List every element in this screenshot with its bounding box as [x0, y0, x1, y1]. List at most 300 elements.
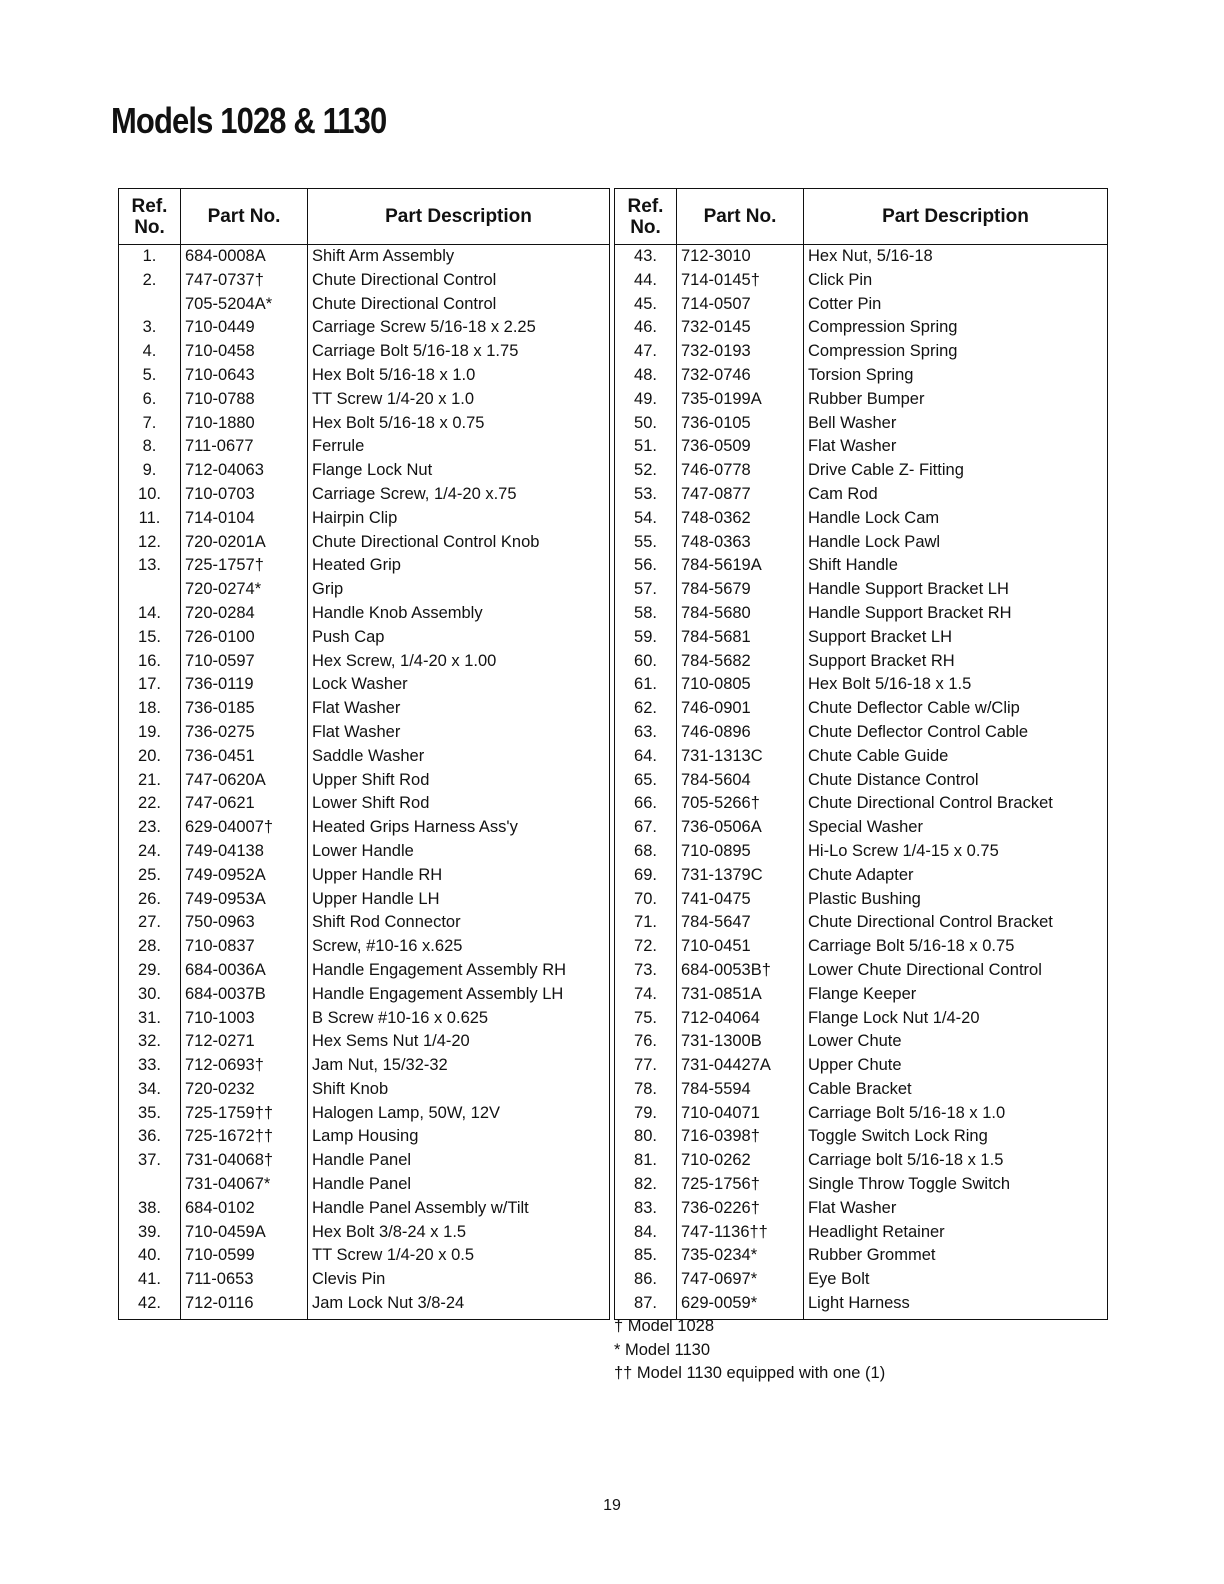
part-description-cell: Hex Bolt 5/16-18 x 1.5: [804, 673, 1108, 697]
part-description-cell: Chute Distance Control: [804, 769, 1108, 793]
part-number-cell: 731-04067*: [181, 1173, 308, 1197]
table-row: [119, 792, 610, 816]
ref-cell: 48.: [634, 365, 657, 384]
part-number-cell: 784-5679: [677, 578, 804, 602]
ref-cell: 63.: [634, 722, 657, 741]
part-number-cell: 748-0363: [677, 531, 804, 555]
part-description-cell: TT Screw 1/4-20 x 0.5: [308, 1244, 610, 1268]
ref-cell: 10.: [138, 484, 161, 503]
part-description-cell: Chute Directional Control: [308, 293, 610, 317]
part-number-cell: 731-04427A: [677, 1054, 804, 1078]
table-row: [119, 1244, 610, 1268]
part-description-cell: Chute Directional Control Bracket: [804, 911, 1108, 935]
part-number-cell: 710-0449: [181, 316, 308, 340]
ref-cell: 29.: [138, 960, 161, 979]
part-number-cell: 750-0963: [181, 911, 308, 935]
ref-cell: [119, 578, 181, 602]
ref-cell: [119, 1173, 181, 1197]
table-row: [615, 697, 1108, 721]
table-header-row: [615, 189, 1108, 245]
ref-cell: 77.: [634, 1056, 657, 1075]
part-description-cell: Shift Rod Connector: [308, 911, 610, 935]
table-row: [615, 911, 1108, 935]
ref-cell: 41.: [138, 1270, 161, 1289]
part-number-cell: 710-0458: [181, 340, 308, 364]
ref-cell: 62.: [634, 699, 657, 718]
table-row: [119, 626, 610, 650]
part-number-cell: 746-0896: [677, 721, 804, 745]
part-description-cell: Flat Washer: [804, 1197, 1108, 1221]
part-number-cell: 784-5681: [677, 626, 804, 650]
table-row: [119, 1292, 610, 1319]
part-number-cell: 710-1003: [181, 1007, 308, 1031]
part-description-cell: Ferrule: [308, 435, 610, 459]
ref-cell: 51.: [634, 437, 657, 456]
part-number-cell: 712-0271: [181, 1030, 308, 1054]
part-number-cell: 726-0100: [181, 626, 308, 650]
ref-cell: 47.: [634, 342, 657, 361]
table-row: [615, 293, 1108, 317]
part-description-cell: Handle Panel: [308, 1149, 610, 1173]
part-description-cell: Handle Panel: [308, 1173, 610, 1197]
part-description-cell: Handle Lock Pawl: [804, 531, 1108, 555]
part-description-cell: Hex Screw, 1/4-20 x 1.00: [308, 650, 610, 674]
ref-cell: 53.: [634, 484, 657, 503]
ref-cell: 5.: [142, 365, 157, 384]
part-number-cell: 710-0599: [181, 1244, 308, 1268]
part-number-cell: 712-0116: [181, 1292, 308, 1319]
ref-cell: 28.: [138, 937, 161, 956]
part-number-cell: 735-0234*: [677, 1244, 804, 1268]
part-number-cell: 710-0895: [677, 840, 804, 864]
ref-cell: 80.: [634, 1127, 657, 1146]
part-description-cell: Lower Shift Rod: [308, 792, 610, 816]
part-description-cell: Jam Lock Nut 3/8-24: [308, 1292, 610, 1319]
part-number-cell: 712-3010: [677, 245, 804, 269]
part-description-cell: Heated Grips Harness Ass'y: [308, 816, 610, 840]
part-description-cell: Flange Lock Nut 1/4-20: [804, 1007, 1108, 1031]
part-number-cell: 747-0737†: [181, 269, 308, 293]
table-row: [119, 1030, 610, 1054]
part-number-cell: 731-1379C: [677, 864, 804, 888]
part-number-cell: 736-0275: [181, 721, 308, 745]
part-number-cell: 732-0145: [677, 316, 804, 340]
ref-cell: 55.: [634, 532, 657, 551]
part-number-cell: 705-5266†: [677, 792, 804, 816]
table-row: [615, 1197, 1108, 1221]
ref-cell: 34.: [138, 1079, 161, 1098]
part-description-cell: Chute Deflector Cable w/Clip: [804, 697, 1108, 721]
page-title: Models 1028 & 1130: [111, 100, 387, 141]
ref-cell: 59.: [634, 627, 657, 646]
part-number-cell: 749-0953A: [181, 888, 308, 912]
part-number-cell: 710-0837: [181, 935, 308, 959]
ref-cell: 39.: [138, 1222, 161, 1241]
part-number-cell: 735-0199A: [677, 388, 804, 412]
header-ref-no: Ref. No.: [615, 189, 677, 245]
table-row: [615, 507, 1108, 531]
table-row: [615, 1173, 1108, 1197]
part-description-cell: Carriage Screw, 1/4-20 x.75: [308, 483, 610, 507]
ref-cell: 46.: [634, 318, 657, 337]
ref-cell: 12.: [138, 532, 161, 551]
table-row: [615, 1102, 1108, 1126]
ref-cell: 31.: [138, 1008, 161, 1027]
ref-cell: 44.: [634, 270, 657, 289]
part-number-cell: 714-0104: [181, 507, 308, 531]
part-description-cell: Drive Cable Z- Fitting: [804, 459, 1108, 483]
part-description-cell: Chute Cable Guide: [804, 745, 1108, 769]
part-description-cell: Special Washer: [804, 816, 1108, 840]
table-row: [615, 626, 1108, 650]
table-row: [615, 840, 1108, 864]
ref-cell: 35.: [138, 1103, 161, 1122]
ref-cell: 15.: [138, 627, 161, 646]
ref-cell: 27.: [138, 913, 161, 932]
part-description-cell: Carriage Screw 5/16-18 x 2.25: [308, 316, 610, 340]
table-row: [615, 935, 1108, 959]
table-row: [615, 1221, 1108, 1245]
part-description-cell: B Screw #10-16 x 0.625: [308, 1007, 610, 1031]
table-row: [615, 316, 1108, 340]
ref-cell: 16.: [138, 651, 161, 670]
ref-cell: 73.: [634, 960, 657, 979]
table-row: [119, 578, 610, 602]
ref-cell: 24.: [138, 841, 161, 860]
part-description-cell: Carriage Bolt 5/16-18 x 1.75: [308, 340, 610, 364]
table-row: [119, 673, 610, 697]
header-part-description: Part Description: [804, 189, 1108, 245]
ref-cell: 52.: [634, 461, 657, 480]
table-row: [119, 269, 610, 293]
part-number-cell: 712-04063: [181, 459, 308, 483]
part-description-cell: Heated Grip: [308, 554, 610, 578]
ref-cell: 54.: [634, 508, 657, 527]
part-description-cell: Light Harness: [804, 1292, 1108, 1319]
table-row: [615, 483, 1108, 507]
table-row: [615, 1149, 1108, 1173]
parts-table-body-right: [615, 245, 1108, 1320]
part-description-cell: Push Cap: [308, 626, 610, 650]
table-row: [615, 792, 1108, 816]
table-header-row: [119, 189, 610, 245]
footnote-model-1028: † Model 1028: [614, 1317, 714, 1335]
part-description-cell: Handle Engagement Assembly RH: [308, 959, 610, 983]
ref-cell: 71.: [634, 913, 657, 932]
part-description-cell: Hi-Lo Screw 1/4-15 x 0.75: [804, 840, 1108, 864]
part-description-cell: Bell Washer: [804, 412, 1108, 436]
ref-cell: 14.: [138, 603, 161, 622]
part-description-cell: Carriage Bolt 5/16-18 x 0.75: [804, 935, 1108, 959]
part-description-cell: Rubber Bumper: [804, 388, 1108, 412]
table-row: [615, 983, 1108, 1007]
ref-cell: 64.: [634, 746, 657, 765]
part-description-cell: Shift Arm Assembly: [308, 245, 610, 269]
parts-table-body-left: [119, 245, 610, 1320]
part-description-cell: Shift Handle: [804, 554, 1108, 578]
part-description-cell: Headlight Retainer: [804, 1221, 1108, 1245]
footnotes: [614, 1315, 885, 1386]
part-number-cell: 710-0597: [181, 650, 308, 674]
ref-cell: 69.: [634, 865, 657, 884]
table-row: [615, 531, 1108, 555]
table-row: [119, 483, 610, 507]
part-description-cell: Handle Knob Assembly: [308, 602, 610, 626]
table-row: [615, 816, 1108, 840]
table-row: [615, 1268, 1108, 1292]
ref-cell: 8.: [142, 437, 157, 456]
ref-cell: 45.: [634, 294, 657, 313]
part-number-cell: 725-1756†: [677, 1173, 804, 1197]
ref-cell: 68.: [634, 841, 657, 860]
part-number-cell: 784-5680: [677, 602, 804, 626]
ref-cell: 84.: [634, 1222, 657, 1241]
ref-cell: 21.: [138, 770, 161, 789]
table-row: [119, 745, 610, 769]
table-row: [615, 1030, 1108, 1054]
part-description-cell: Flat Washer: [308, 697, 610, 721]
ref-cell: 42.: [138, 1294, 161, 1313]
table-row: [615, 1054, 1108, 1078]
table-row: [615, 412, 1108, 436]
part-description-cell: Hex Sems Nut 1/4-20: [308, 1030, 610, 1054]
ref-cell: 78.: [634, 1079, 657, 1098]
part-number-cell: 736-0226†: [677, 1197, 804, 1221]
ref-cell: 20.: [138, 746, 161, 765]
ref-cell: 61.: [634, 675, 657, 694]
part-description-cell: Flat Washer: [804, 435, 1108, 459]
ref-cell: 65.: [634, 770, 657, 789]
table-row: [615, 554, 1108, 578]
ref-cell: 7.: [142, 413, 157, 432]
table-row: [615, 1244, 1108, 1268]
table-row: [119, 650, 610, 674]
ref-cell: 33.: [138, 1056, 161, 1075]
part-description-cell: Saddle Washer: [308, 745, 610, 769]
part-description-cell: Lock Washer: [308, 673, 610, 697]
table-row: [119, 983, 610, 1007]
part-number-cell: 747-0620A: [181, 769, 308, 793]
part-description-cell: Click Pin: [804, 269, 1108, 293]
ref-cell: 81.: [634, 1151, 657, 1170]
part-description-cell: Chute Adapter: [804, 864, 1108, 888]
table-row: [119, 435, 610, 459]
parts-table-left: [118, 188, 610, 1320]
table-row: [615, 864, 1108, 888]
part-description-cell: Flat Washer: [308, 721, 610, 745]
ref-cell: 2.: [142, 270, 157, 289]
part-number-cell: 731-04068†: [181, 1149, 308, 1173]
table-row: [615, 650, 1108, 674]
page-number: 19: [603, 1497, 621, 1514]
part-number-cell: 710-1880: [181, 412, 308, 436]
table-row: [119, 388, 610, 412]
ref-cell: 82.: [634, 1175, 657, 1194]
table-row: [615, 721, 1108, 745]
ref-cell: 74.: [634, 984, 657, 1003]
part-number-cell: 741-0475: [677, 888, 804, 912]
part-number-cell: 710-0643: [181, 364, 308, 388]
part-number-cell: 710-0262: [677, 1149, 804, 1173]
ref-cell: 76.: [634, 1032, 657, 1051]
part-description-cell: Lower Chute Directional Control: [804, 959, 1108, 983]
part-description-cell: Plastic Bushing: [804, 888, 1108, 912]
part-number-cell: 720-0274*: [181, 578, 308, 602]
part-description-cell: Handle Engagement Assembly LH: [308, 983, 610, 1007]
table-row: [119, 697, 610, 721]
ref-cell: 49.: [634, 389, 657, 408]
header-part-description: Part Description: [308, 189, 610, 245]
part-number-cell: 731-1313C: [677, 745, 804, 769]
part-number-cell: 746-0901: [677, 697, 804, 721]
ref-cell: 36.: [138, 1127, 161, 1146]
part-description-cell: Single Throw Toggle Switch: [804, 1173, 1108, 1197]
ref-cell: 25.: [138, 865, 161, 884]
part-description-cell: Hex Bolt 3/8-24 x 1.5: [308, 1221, 610, 1245]
part-number-cell: 747-0697*: [677, 1268, 804, 1292]
part-number-cell: 712-0693†: [181, 1054, 308, 1078]
table-row: [119, 1197, 610, 1221]
table-row: [615, 459, 1108, 483]
table-row: [119, 888, 610, 912]
part-description-cell: Support Bracket LH: [804, 626, 1108, 650]
table-row: [119, 1268, 610, 1292]
table-row: [615, 364, 1108, 388]
part-number-cell: 747-1136††: [677, 1221, 804, 1245]
part-number-cell: 732-0193: [677, 340, 804, 364]
ref-cell: 30.: [138, 984, 161, 1003]
ref-cell: [119, 293, 181, 317]
part-number-cell: 747-0621: [181, 792, 308, 816]
ref-cell: 56.: [634, 556, 657, 575]
table-row: [119, 340, 610, 364]
part-number-cell: 684-0008A: [181, 245, 308, 269]
table-row: [119, 554, 610, 578]
part-description-cell: Handle Lock Cam: [804, 507, 1108, 531]
table-row: [615, 745, 1108, 769]
part-description-cell: Lower Handle: [308, 840, 610, 864]
ref-cell: 18.: [138, 699, 161, 718]
part-number-cell: 716-0398†: [677, 1125, 804, 1149]
part-description-cell: Compression Spring: [804, 340, 1108, 364]
ref-cell: 60.: [634, 651, 657, 670]
part-number-cell: 736-0509: [677, 435, 804, 459]
part-description-cell: Chute Directional Control: [308, 269, 610, 293]
part-number-cell: 725-1757†: [181, 554, 308, 578]
part-number-cell: 749-0952A: [181, 864, 308, 888]
table-row: [615, 888, 1108, 912]
part-description-cell: Screw, #10-16 x.625: [308, 935, 610, 959]
ref-cell: 1.: [142, 247, 157, 265]
ref-cell: 6.: [142, 389, 157, 408]
ref-cell: 23.: [138, 818, 161, 837]
table-row: [119, 1173, 610, 1197]
table-row: [119, 1149, 610, 1173]
part-description-cell: Handle Panel Assembly w/Tilt: [308, 1197, 610, 1221]
part-description-cell: Handle Support Bracket RH: [804, 602, 1108, 626]
part-number-cell: 784-5647: [677, 911, 804, 935]
part-description-cell: Cam Rod: [804, 483, 1108, 507]
part-description-cell: Chute Directional Control Bracket: [804, 792, 1108, 816]
table-row: [119, 1221, 610, 1245]
part-number-cell: 784-5682: [677, 650, 804, 674]
part-description-cell: Hairpin Clip: [308, 507, 610, 531]
ref-cell: 4.: [142, 342, 157, 361]
table-row: [119, 602, 610, 626]
table-row: [119, 935, 610, 959]
part-number-cell: 720-0284: [181, 602, 308, 626]
table-row: [119, 1054, 610, 1078]
part-number-cell: 731-0851A: [677, 983, 804, 1007]
part-description-cell: Rubber Grommet: [804, 1244, 1108, 1268]
table-row: [615, 959, 1108, 983]
table-row: [119, 531, 610, 555]
ref-cell: 11.: [138, 508, 161, 527]
part-number-cell: 736-0185: [181, 697, 308, 721]
table-row: [119, 864, 610, 888]
table-row: [615, 245, 1108, 269]
part-description-cell: Upper Handle LH: [308, 888, 610, 912]
part-description-cell: Halogen Lamp, 50W, 12V: [308, 1102, 610, 1126]
part-description-cell: Carriage Bolt 5/16-18 x 1.0: [804, 1102, 1108, 1126]
part-number-cell: 720-0201A: [181, 531, 308, 555]
part-number-cell: 684-0036A: [181, 959, 308, 983]
ref-cell: 58.: [634, 603, 657, 622]
table-row: [119, 1007, 610, 1031]
part-description-cell: Eye Bolt: [804, 1268, 1108, 1292]
part-number-cell: 710-0459A: [181, 1221, 308, 1245]
part-number-cell: 711-0653: [181, 1268, 308, 1292]
part-description-cell: Handle Support Bracket LH: [804, 578, 1108, 602]
part-number-cell: 629-0059*: [677, 1292, 804, 1319]
part-description-cell: Chute Deflector Control Cable: [804, 721, 1108, 745]
part-number-cell: 736-0506A: [677, 816, 804, 840]
table-row: [615, 1078, 1108, 1102]
part-description-cell: Clevis Pin: [308, 1268, 610, 1292]
ref-cell: 26.: [138, 889, 161, 908]
ref-cell: 67.: [634, 818, 657, 837]
table-row: [119, 459, 610, 483]
table-row: [615, 578, 1108, 602]
part-number-cell: 784-5619A: [677, 554, 804, 578]
table-row: [119, 316, 610, 340]
header-part-no: Part No.: [181, 189, 308, 245]
part-number-cell: 749-04138: [181, 840, 308, 864]
table-row: [119, 911, 610, 935]
ref-cell: 66.: [634, 794, 657, 813]
ref-cell: 75.: [634, 1008, 657, 1027]
part-number-cell: 747-0877: [677, 483, 804, 507]
footnote-model-1130: * Model 1130: [614, 1340, 711, 1359]
part-number-cell: 710-0805: [677, 673, 804, 697]
part-number-cell: 720-0232: [181, 1078, 308, 1102]
header-ref-no: Ref. No.: [119, 189, 181, 245]
ref-cell: 79.: [634, 1103, 657, 1122]
part-description-cell: Carriage bolt 5/16-18 x 1.5: [804, 1149, 1108, 1173]
ref-cell: 9.: [142, 461, 157, 480]
part-number-cell: 711-0677: [181, 435, 308, 459]
part-description-cell: Upper Shift Rod: [308, 769, 610, 793]
table-row: [119, 245, 610, 269]
table-row: [119, 1078, 610, 1102]
ref-cell: 19.: [138, 722, 161, 741]
part-description-cell: Upper Handle RH: [308, 864, 610, 888]
table-row: [119, 507, 610, 531]
ref-cell: 57.: [634, 580, 657, 599]
part-number-cell: 684-0102: [181, 1197, 308, 1221]
part-number-cell: 684-0053B†: [677, 959, 804, 983]
part-number-cell: 710-0703: [181, 483, 308, 507]
